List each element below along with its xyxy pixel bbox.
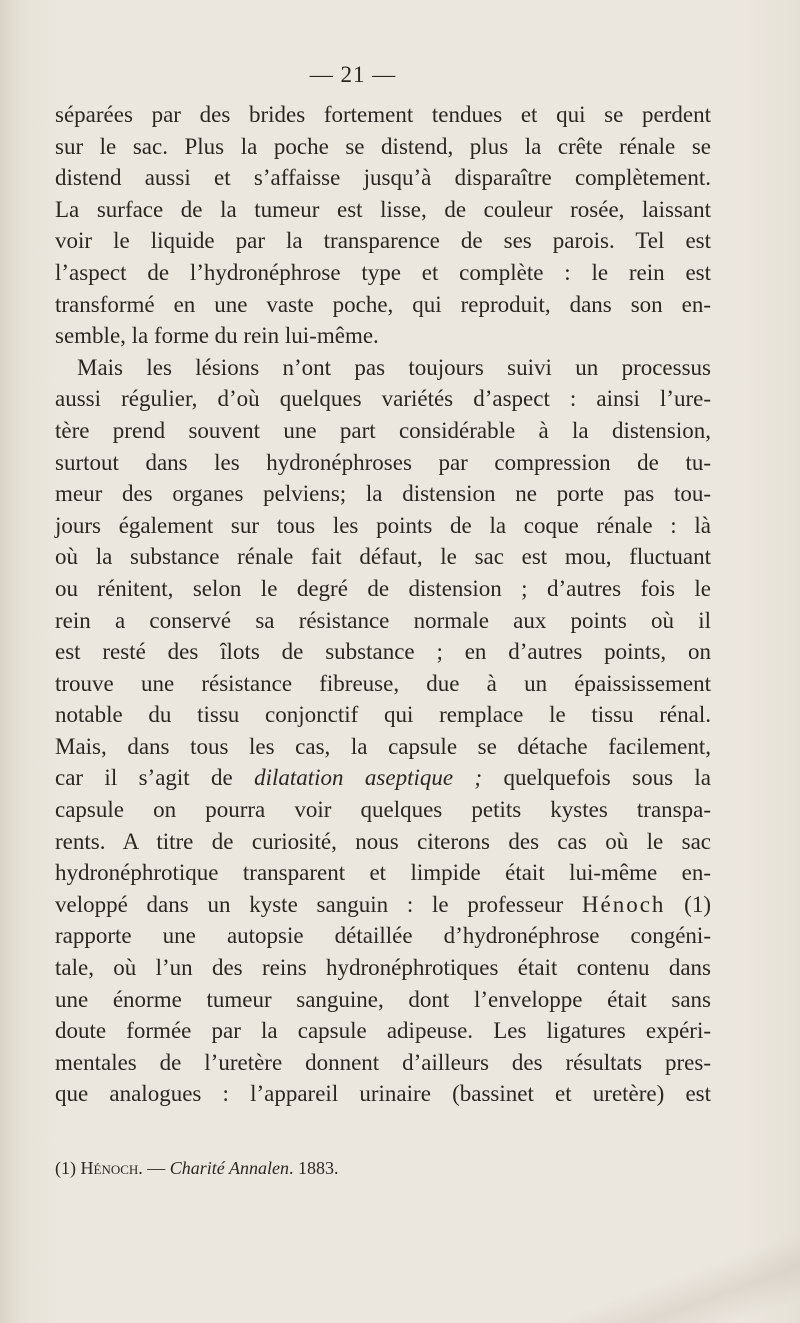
text-run: quelquefois sous la	[482, 765, 711, 791]
text-line: voir le liquide par la transparence de ses parois. Tel est	[55, 228, 711, 254]
text-line: Mais, dans tous les cas, la capsule se détache facilement,	[55, 733, 711, 759]
text-line: où la substance rénale fait défaut, le sac est mou, fluctuant	[55, 544, 711, 570]
text-line: La surface de la tumeur est lisse, de couleur rosée, laissant	[55, 196, 711, 222]
footnote-marker: (1)	[55, 1158, 81, 1178]
text-line: rents. A titre de curiosité, nous citerons des cas où le sac	[55, 828, 711, 854]
author-name: Hénoch	[581, 891, 666, 917]
text-line: meur des organes pelviens; la distension ne porte pas tou-	[55, 481, 711, 507]
text-line: trouve une résistance fibreuse, due à un épaississement	[55, 670, 711, 696]
text-line: mentales de l’uretère donnent d’ailleurs des résultats pres-	[55, 1049, 711, 1075]
footnote-ref: (1)	[665, 891, 711, 917]
text-line: rapporte une autopsie détaillée d’hydronéphrose congéni-	[55, 923, 711, 949]
text-line: capsule on pourra voir quelques petits kystes transpa-	[55, 797, 711, 823]
text-line: tale, où l’un des reins hydronéphrotiques était contenu dans	[55, 955, 711, 981]
italic-phrase: dilatation aseptique ;	[254, 765, 483, 791]
body-text	[55, 99, 711, 1110]
text-line: tère prend souvent une part considérable à la distension,	[55, 417, 711, 443]
text-line: l’aspect de l’hydronéphrose type et complète : le rein est	[55, 259, 711, 285]
text-line: hydronéphrotique transparent et limpide était lui-même en-	[55, 860, 711, 886]
paper-crease	[500, 1203, 800, 1323]
text-line: une énorme tumeur sanguine, dont l’enveloppe était sans	[55, 986, 711, 1012]
paragraph-start-line: Mais les lésions n’ont pas toujours suivi un processus	[77, 354, 711, 380]
text-line: rein a conservé sa résistance normale aux points où il	[55, 607, 711, 633]
footnote-separator: . —	[138, 1158, 170, 1178]
text-line: surtout dans les hydronéphroses par compression de tu-	[55, 449, 711, 475]
text-line	[55, 762, 711, 794]
text-line: transformé en une vaste poche, qui reproduit, dans son en-	[55, 291, 711, 317]
page-number: — 21 —	[309, 62, 397, 87]
text-line: que analogues : l’appareil urinaire (bassinet et uretère) est	[55, 1081, 711, 1107]
text-line: aussi régulier, d’où quelques variétés d’aspect : ainsi l’ure-	[55, 386, 711, 412]
text-line: est resté des îlots de substance ; en d’autres points, on	[55, 639, 711, 665]
footnote-title: Charité Annalen	[169, 1158, 289, 1178]
footnote	[55, 1158, 711, 1179]
text-line	[55, 889, 711, 921]
text-line: jours également sur tous les points de la coque rénale : là	[55, 512, 711, 538]
text-line: séparées par des brides fortement tendues et qui se perdent	[55, 102, 711, 127]
footnote-year: . 1883.	[288, 1158, 339, 1178]
footnote-author: Hénoch	[80, 1158, 139, 1178]
text-line: ou rénitent, selon le degré de distension ; d’autres fois le	[55, 575, 711, 601]
text-line: doute formée par la capsule adipeuse. Les ligatures expéri-	[55, 1018, 711, 1044]
text-line: notable du tissu conjonctif qui remplace le tissu rénal.	[55, 702, 711, 728]
text-line: distend aussi et s’affaisse jusqu’à disparaître complètement.	[55, 165, 711, 191]
text-run: car il s’agit de	[55, 765, 255, 791]
text-line: semble, la forme du rein lui-même.	[55, 323, 379, 349]
text-line: sur le sac. Plus la poche se distend, plus la crête rénale se	[55, 133, 711, 159]
text-run: veloppé dans un kyste sanguin : le professeur	[55, 891, 582, 917]
